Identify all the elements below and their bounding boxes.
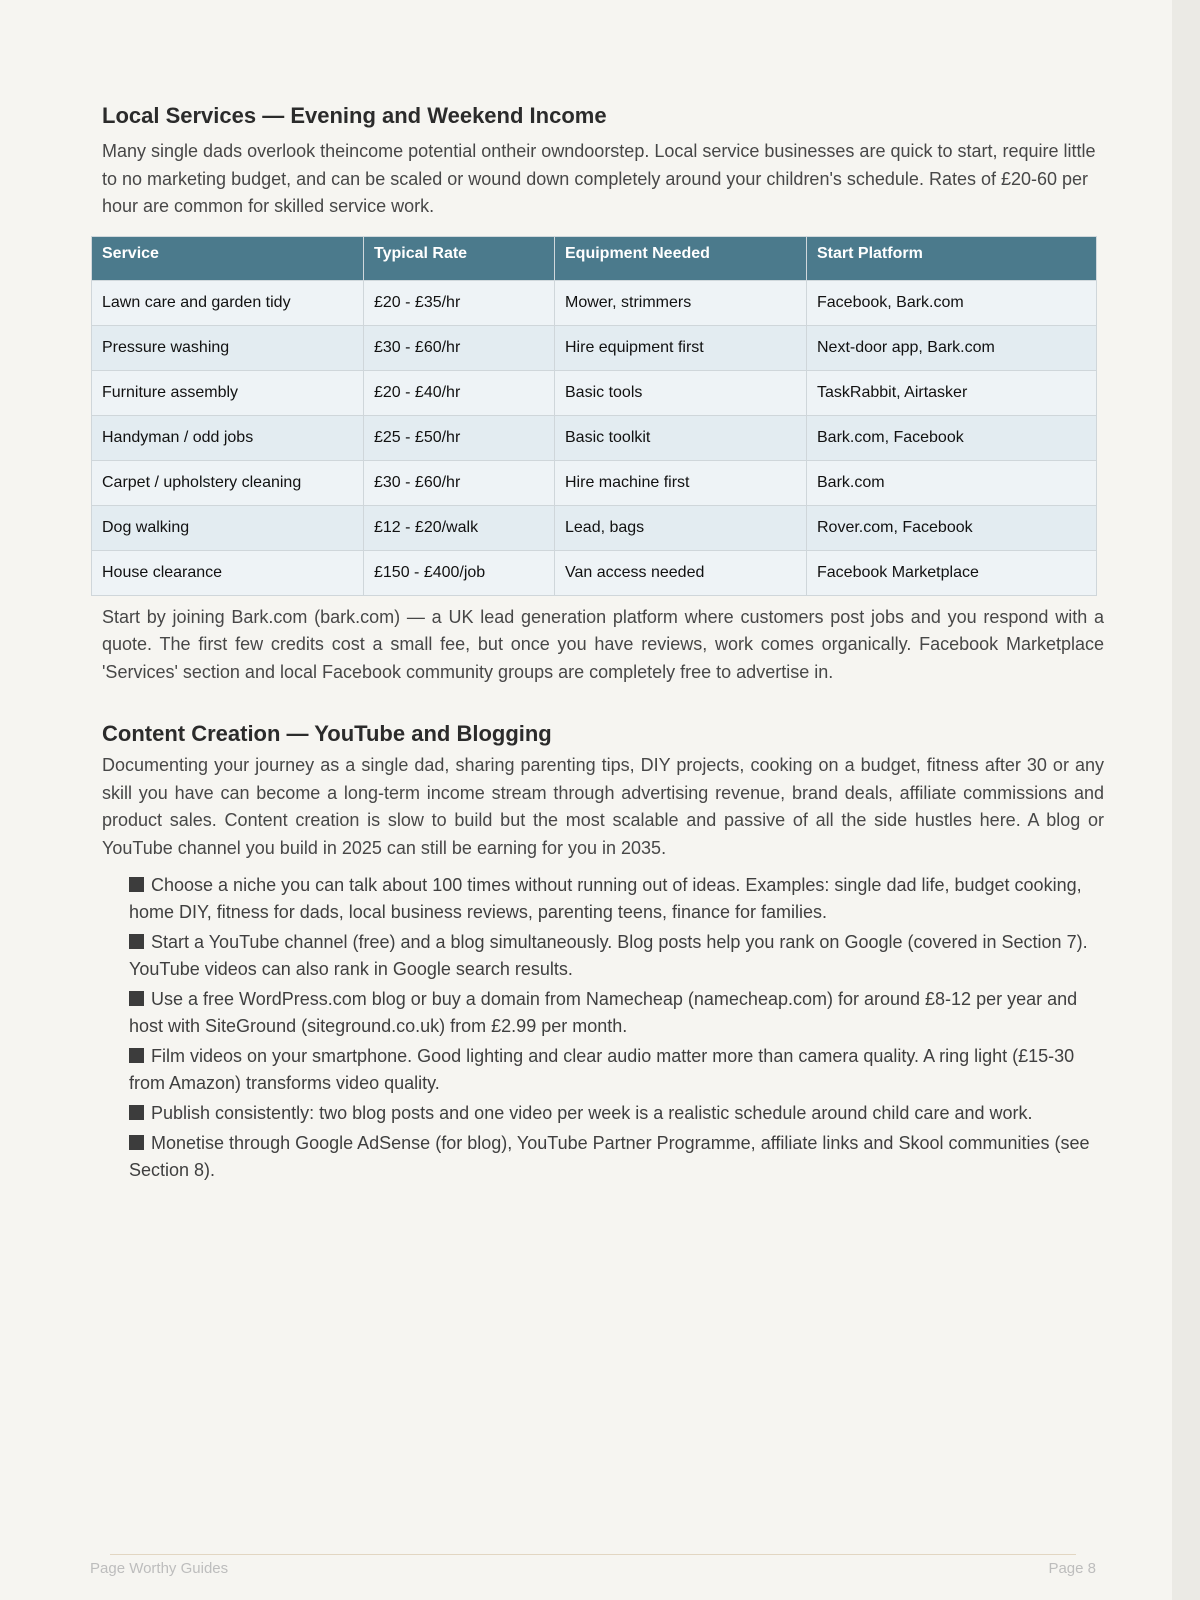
table-cell: £30 - £60/hr <box>364 460 555 505</box>
list-item-text: Use a free WordPress.com blog or buy a domain from Namecheap (namecheap.com) for around £8-12 per year and host with SiteGround (siteground.co.uk) from £2.99 per month. <box>129 989 1078 1036</box>
table-cell: £25 - £50/hr <box>364 415 555 460</box>
table-cell: Lead, bags <box>555 505 807 550</box>
table-cell: TaskRabbit, Airtasker <box>807 370 1097 415</box>
local-services-heading: Local Services — Evening and Weekend Income <box>102 103 607 128</box>
column-header-typical-rate: Typical Rate <box>364 236 555 280</box>
table-cell: £12 - £20/walk <box>364 505 555 550</box>
footer-divider <box>110 1554 1076 1555</box>
table-cell: Hire machine first <box>555 460 807 505</box>
table-cell: Handyman / odd jobs <box>92 415 364 460</box>
local-services-outro: Start by joining Bark.com (bark.com) — a UK lead generation platform where customers post jobs and you respond with a quote. The first few credits cost a small fee, but once you have reviews, work comes organically. Facebook Marketplace 'Services' section and local Facebook community groups are completely free to advertise in. <box>102 606 1104 682</box>
column-header-start-platform: Start Platform <box>807 236 1097 280</box>
table-cell: Rover.com, Facebook <box>807 505 1097 550</box>
table-cell: Basic toolkit <box>555 415 807 460</box>
table-cell: Furniture assembly <box>92 370 364 415</box>
list-item <box>129 929 1104 983</box>
services-table <box>91 236 1097 596</box>
table-cell: £20 - £40/hr <box>364 370 555 415</box>
table-cell: Hire equipment first <box>555 325 807 370</box>
table-cell: Dog walking <box>92 505 364 550</box>
table-cell: Mower, strimmers <box>555 280 807 325</box>
table-cell: Bark.com, Facebook <box>807 415 1097 460</box>
table-cell: £20 - £35/hr <box>364 280 555 325</box>
table-row <box>92 550 1097 595</box>
local-services-intro: Many single dads overlook theincome potential ontheir owndoorstep. Local service businesses are quick to start, require little to no marketing budget, and can be scaled or wound down completely around your children's schedule. Rates of £20-60 per hour are common for skilled service work. <box>102 141 1096 216</box>
square-bullet-icon <box>129 934 144 949</box>
table-cell: Facebook Marketplace <box>807 550 1097 595</box>
content-creation-bullet-list <box>102 872 1104 1184</box>
square-bullet-icon <box>129 991 144 1006</box>
table-row <box>92 415 1097 460</box>
table-cell: Bark.com <box>807 460 1097 505</box>
table-cell: £30 - £60/hr <box>364 325 555 370</box>
list-item <box>129 1100 1104 1127</box>
footer-page-number: Page 8 <box>1048 1560 1096 1577</box>
table-row <box>92 505 1097 550</box>
table-row <box>92 370 1097 415</box>
table-header-row <box>92 236 1097 280</box>
table-cell: Van access needed <box>555 550 807 595</box>
table-cell: Next-door app, Bark.com <box>807 325 1097 370</box>
column-header-service: Service <box>92 236 364 280</box>
list-item <box>129 1043 1104 1097</box>
square-bullet-icon <box>129 877 144 892</box>
list-item <box>129 872 1104 926</box>
list-item-text: Start a YouTube channel (free) and a blog simultaneously. Blog posts help you rank on Google (covered in Section 7). YouTube videos can also rank in Google search results. <box>129 932 1088 979</box>
table-cell: Basic tools <box>555 370 807 415</box>
services-table-container <box>91 236 1096 596</box>
table-cell: Facebook, Bark.com <box>807 280 1097 325</box>
content-creation-heading: Content Creation — YouTube and Blogging <box>102 721 552 746</box>
table-cell: Carpet / upholstery cleaning <box>92 460 364 505</box>
content-creation-intro: Documenting your journey as a single dad, sharing parenting tips, DIY projects, cooking on a budget, fitness after 30 or any skill you have can become a long-term income stream through advertising revenue, brand deals, affiliate commissions and product sales. Content creation is slow to build but the most scalable and passive of all the side hustles here. A blog or YouTube channel you build in 2025 can still be earning for you in 2035. <box>102 755 1104 858</box>
table-row <box>92 325 1097 370</box>
column-header-equipment-needed: Equipment Needed <box>555 236 807 280</box>
square-bullet-icon <box>129 1048 144 1063</box>
list-item-text: Monetise through Google AdSense (for blog), YouTube Partner Programme, affiliate links and Skool communities (see Section 8). <box>129 1133 1090 1180</box>
table-row <box>92 280 1097 325</box>
list-item <box>129 986 1104 1040</box>
table-cell: £150 - £400/job <box>364 550 555 595</box>
square-bullet-icon <box>129 1135 144 1150</box>
list-item <box>129 1130 1104 1184</box>
list-item-text: Publish consistently: two blog posts and one video per week is a realistic schedule around child care and work. <box>151 1103 1033 1123</box>
list-item-text: Choose a niche you can talk about 100 times without running out of ideas. Examples: single dad life, budget cooking, home DIY, fitness for dads, local business reviews, parenting teens, finance for families. <box>129 875 1082 922</box>
list-item-text: Film videos on your smartphone. Good lighting and clear audio matter more than camera quality. A ring light (£15-30 from Amazon) transforms video quality. <box>129 1046 1075 1093</box>
footer-publisher: Page Worthy Guides <box>90 1560 229 1577</box>
table-cell: Lawn care and garden tidy <box>92 280 364 325</box>
table-cell: Pressure washing <box>92 325 364 370</box>
page-content <box>102 98 1104 1187</box>
table-row <box>92 460 1097 505</box>
square-bullet-icon <box>129 1105 144 1120</box>
table-cell: House clearance <box>92 550 364 595</box>
